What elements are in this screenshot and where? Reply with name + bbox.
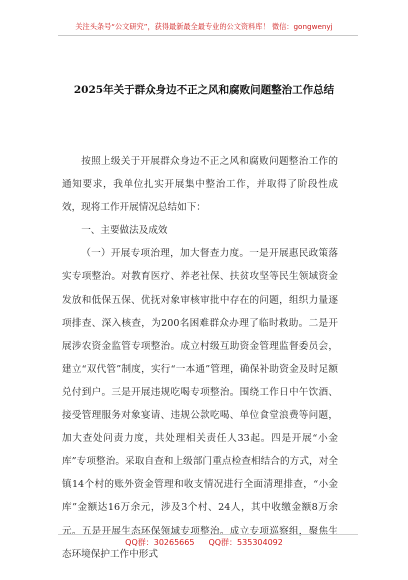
intro-paragraph: 按照上级关于开展群众身边不正之风和腐败问题整治工作的通知要求，我单位扎实开展集中整治工作，并取得了阶段性成效，现将工作开展情况总结如下： bbox=[62, 156, 338, 214]
header-banner: 关注头条号“公文研究”，获得最新最全最专业的公文资料库！ 微信：gongwenyj bbox=[75, 22, 333, 31]
footer-qq-group-1: QQ群：30265665 bbox=[125, 538, 195, 547]
footer-qq-group-2: QQ群：535304092 bbox=[208, 538, 283, 547]
body-paragraph: （一）开展专项治理，加大督查力度。一是开展惠民政策落实专项整治。对教育医疗、养老社保、扶贫攻坚等民生领域资金发放和低保五保、优抚对象审核审批中存在的问题，组织力量逐项排查、深入核查，为200名困难群众办理了临时救助。二是开展涉农资金监管专项整治。成立村级互助资金管理监督委员会，建立“双代管”制度，实行“一本通”管理，确保补助资金及时足额兑付到户。三是开展违规吃喝专项整治。围绕工作日中午饮酒、接受管理服务对象宴请、违规公款吃喝、单位食堂浪费等问题，加大查处问责力度，共处理相关责任人33起。四是开展“小金库”专项整治。采取自查和上级部门重点检查相结合的方式，对全镇14个村的账外资金管理和收支情况进行全面清理排查，“小金库”金额达16万余元，涉及3个村、24人，其中收缴金额8万余元。五是开展生态环保领域专项整治。成立专项巡察组，聚焦生态环境保护工作中形式 bbox=[62, 248, 338, 560]
document-title: 2025年关于群众身边不正之风和腐败问题整治工作总结 bbox=[73, 84, 335, 96]
document-body bbox=[62, 150, 338, 566]
header-divider bbox=[58, 35, 358, 36]
footer bbox=[0, 537, 408, 548]
footer-divider bbox=[58, 534, 358, 535]
section-heading: 一、主要做法及成效 bbox=[81, 225, 168, 237]
